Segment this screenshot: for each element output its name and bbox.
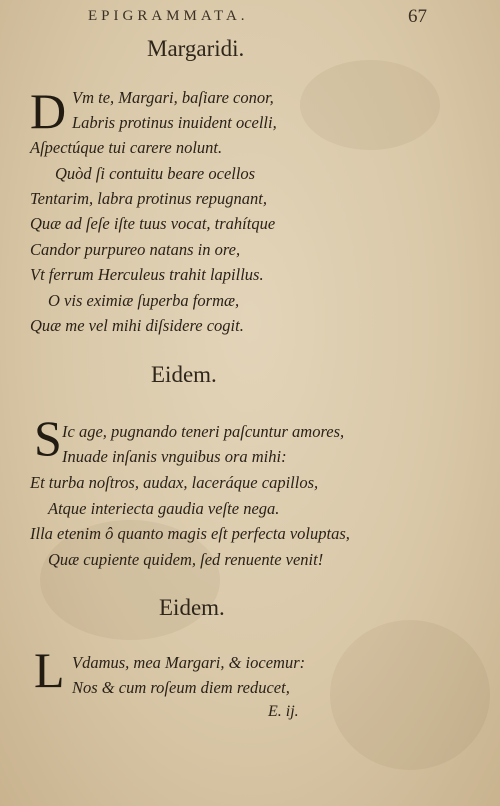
drop-cap: S	[34, 410, 62, 466]
verse-line: O vis eximiæ ſuperba formæ,	[48, 291, 240, 310]
verse-line: Labris protinus inuident ocelli,	[72, 113, 277, 132]
verse-line: Et turba noſtros, audax, laceráque capillos,	[30, 473, 319, 492]
signature-mark: E. ij.	[268, 703, 299, 720]
poem-title: Margaridi.	[147, 36, 245, 61]
verse-line: Inuade inſanis vnguibus ora mihi:	[62, 447, 287, 466]
drop-cap: L	[34, 642, 65, 698]
verse-line: Vm te, Margari, baſiare conor,	[72, 88, 274, 107]
verse-line: Tentarim, labra protinus repugnant,	[30, 189, 267, 208]
verse-line: Vt ferrum Herculeus trahit lapillus.	[30, 265, 264, 284]
verse-line: Ic age, pugnando teneri paſcuntur amores,	[62, 422, 345, 441]
verse-line: Vdamus, mea Margari, & iocemur:	[72, 653, 306, 672]
running-head-title: EPIGRAMMATA.	[88, 8, 249, 24]
verse-line: Nos & cum roſeum diem reducet,	[72, 678, 290, 697]
verse-line: Quòd ſi contuitu beare ocellos	[55, 164, 256, 183]
paper-stain	[300, 60, 440, 150]
running-head	[0, 6, 500, 34]
verse-line: Candor purpureo natans in ore,	[30, 240, 241, 259]
paper-stain	[330, 620, 490, 770]
poem-title: Eidem.	[159, 595, 225, 620]
poem-title: Eidem.	[151, 362, 217, 387]
verse-line: Quæ ad ſeſe iſte tuus vocat, trahítque	[30, 214, 276, 233]
page-number: 67	[408, 6, 427, 27]
verse-line: Aſpectúque tui carere nolunt.	[30, 138, 223, 157]
verse-line: Quæ me vel mihi diſsidere cogit.	[30, 316, 244, 335]
verse-line: Illa etenim ô quanto magis eſt perfecta voluptas,	[30, 524, 350, 543]
verse-line: Quæ cupiente quidem, ſed renuente venit!	[48, 550, 324, 569]
drop-cap: D	[30, 83, 67, 139]
verse-line: Atque interiecta gaudia veſte nega.	[48, 499, 280, 518]
